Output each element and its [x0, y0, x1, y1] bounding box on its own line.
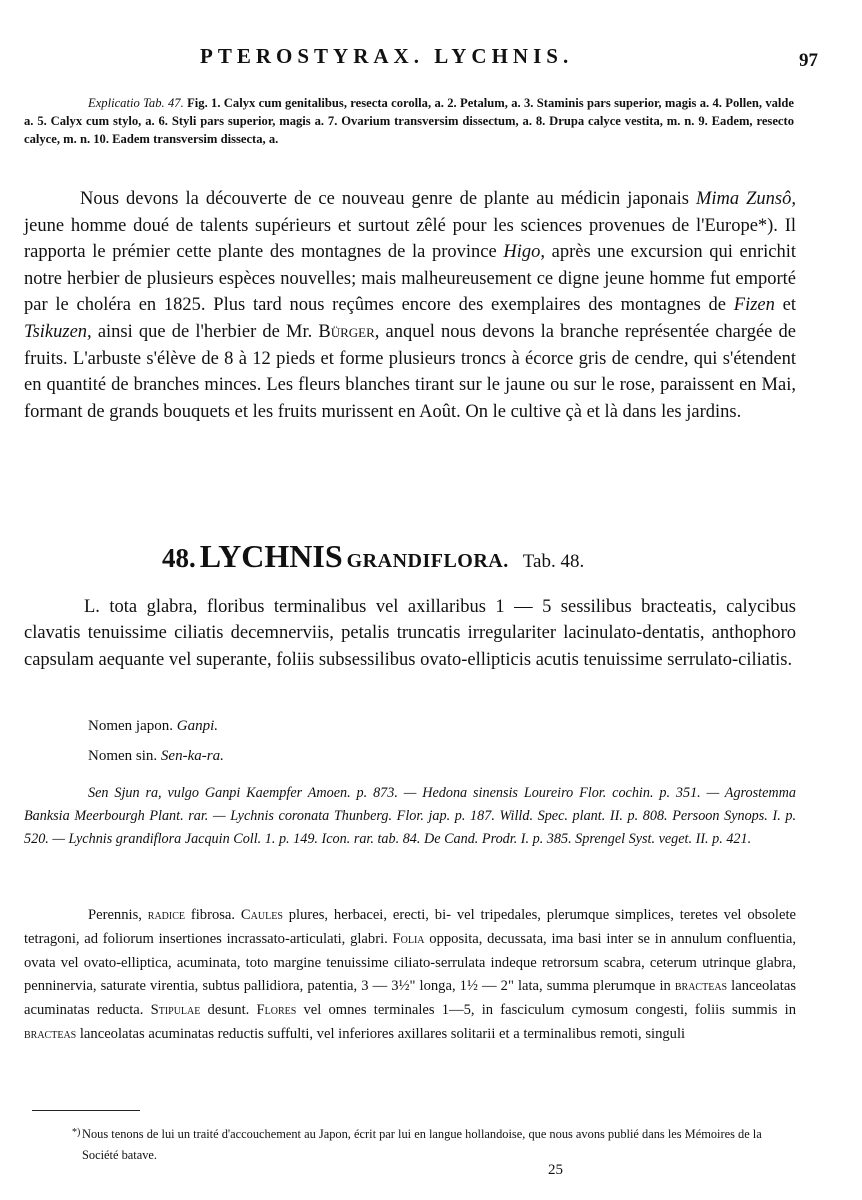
footnote-text: Nous tenons de lui un traité d'accouchement au Japon, écrit par lui en langue hollandoise, que nous avons publié dans les Mémoires de la Société batave. [82, 1127, 762, 1162]
desc-keyword-caules: Caules [240, 907, 283, 923]
footnote-mark: *) [72, 1127, 81, 1138]
person-name-burger: Bürger [318, 321, 375, 342]
plate-reference: Tab. 48. [522, 551, 585, 572]
nomen-japon-label: Nomen japon. [88, 718, 173, 734]
explanation-text: Fig. 1. Calyx cum genitalibus, resecta corolla, a. 2. Petalum, a. 3. Staminis pars superior, magis a. 4. Pollen, valde a. 5. Calyx cum stylo, a. 6. Styli pars superior, magis a. 7. Ovarium transversim dissectum, a. 8. Drupa calyce vestita, m. n. 9. Eadem, resecto calyce, m. n. 10. Eadem transversim dissecta, a. [24, 96, 795, 146]
intro-text-6: , anquel nous devons la branche représentée chargée de fruits. L'arbuste s'élève de 8 à 12 pieds et forme plusieurs troncs à écorce gris de cendre, qui s'étendent en quantité de branches minces. Les fleurs blanches tirant sur le jaune ou sur le rose, paraissent en Mai, formant de grands bouquets et les fruits murissent en Août. On le cultive çà et là dans les jardins. [24, 321, 796, 422]
desc-text-4: opposita, decussata, ima basi inter se in annulum confluentia, ovata vel ovato-elliptica, acuminata, toto margine tenuissime ciliato-serrulata indeque retrorsum scabra, ceterum utrinque glabra, penninervia, saturate virentia, subtus pallidiora, patentia, 3 — 3½" longa, 1½ — 2" lata, summa plerumque in [24, 930, 796, 995]
place-name-fizen: Fizen [733, 295, 775, 316]
nomen-japon [88, 718, 218, 735]
desc-text-1: Perennis, [88, 907, 148, 923]
desc-text-8: lanceolatas acuminatas reductis suffulti, vel inferiores axillares solitarii et a terminalibus remoti, singuli [76, 1025, 686, 1042]
desc-keyword-folia: Folia [392, 930, 425, 947]
intro-text-2: jeune homme doué de talents supérieurs et surtout zêlé pour les sciences provenues de l'Europe*). Il rapporta le prémier cette plante des montagnes de la province [24, 215, 796, 263]
place-name-higo: Higo, [503, 242, 545, 263]
nomen-sin-value: Sen-ka-ra. [160, 748, 224, 764]
nomen-sin [88, 748, 224, 765]
intro-paragraph [24, 186, 796, 425]
diagnosis-paragraph: L. tota glabra, floribus terminalibus vel axillaribus 1 — 5 sessilibus bracteatis, calycibus clavatis tenuissime ciliatis decemnerviis, petalis truncatis irregulariter lacinulato-dentatis, anthophoro capsulam aequante vel superante, foliis subsessilibus ovato-ellipticis acutis tenuissime serrulato-ciliatis. [24, 597, 796, 670]
person-name-mima: Mima Zunsô, [695, 189, 796, 209]
desc-text-7: vel omnes terminales 1—5, in fasciculum cymosum congesti, foliis summis in [296, 1002, 796, 1019]
desc-text-6: desunt. [200, 1002, 257, 1019]
desc-keyword-bracteas: bracteas [674, 978, 728, 995]
nomen-sin-label: Nomen sin. [88, 748, 158, 764]
description-paragraph [24, 904, 796, 1047]
synonymy-paragraph: Sen Sjun ra, vulgo Ganpi Kaempfer Amoen. p. 873. — Hedona sinensis Loureiro Flor. cochin. p. 351. — Agrostemma Banksia Meerbourgh Plant. rar. — Lychnis coronata Thunberg. Flor. jap. p. 187. Willd. Spec. plant. II. p. 808. Persoon Synops. I. p. 520. — Lychnis grandiflora Jacquin Coll. 1. p. 149. Icon. rar. tab. 84. De Cand. Prodr. I. p. 385. Sprengel Syst. veget. II. p. 421. [24, 785, 796, 847]
desc-text-3: plures, herbacei, erecti, bi- vel tripedales, plerumque simplices, teretes vel obsolete tetragoni, ad foliorum insertiones incrassato-articulati, glabri. [24, 907, 796, 947]
intro-text-1: Nous devons la découverte de ce nouveau genre de plante au médicin japonais [80, 189, 696, 209]
page-number: 97 [799, 50, 818, 71]
species-epithet: GRANDIFLORA. [346, 550, 509, 572]
explanation-lead: Explicatio Tab. 47. [88, 96, 184, 110]
intro-text-5: ainsi que de l'herbier de Mr. [91, 321, 319, 342]
footnote [72, 1124, 798, 1166]
place-name-tsikuzen: Tsikuzen, [24, 321, 92, 342]
species-number: 48. [162, 543, 196, 573]
desc-text-5: lanceolatas acuminatas reducta. [24, 978, 797, 1019]
nomen-japon-value: Ganpi. [176, 718, 218, 734]
desc-keyword-radix: radice [147, 907, 186, 923]
intro-text-3: après une excursion qui enrichit notre herbier de plusieurs espèces nouvelles; mais malheureusement ce digne jeune homme fut emporté par le choléra en 1825. Plus tard nous reçûmes encore des exemplaires des montagnes de [24, 242, 796, 316]
genus-name: LYCHNIS [199, 538, 343, 574]
plate-explanation [24, 94, 794, 148]
species-heading [162, 538, 584, 575]
desc-text-2: fibrosa. [185, 907, 241, 923]
intro-text-4: et [774, 295, 796, 316]
desc-keyword-stipulae: Stipulae [150, 1002, 201, 1019]
signature-mark: 25 [548, 1162, 563, 1178]
running-head: PTEROSTYRAX. LYCHNIS. [200, 44, 574, 68]
footnote-divider [32, 1110, 140, 1111]
desc-keyword-bracteas-2: bracteas [24, 1025, 77, 1042]
desc-keyword-flores: Flores [256, 1002, 297, 1019]
